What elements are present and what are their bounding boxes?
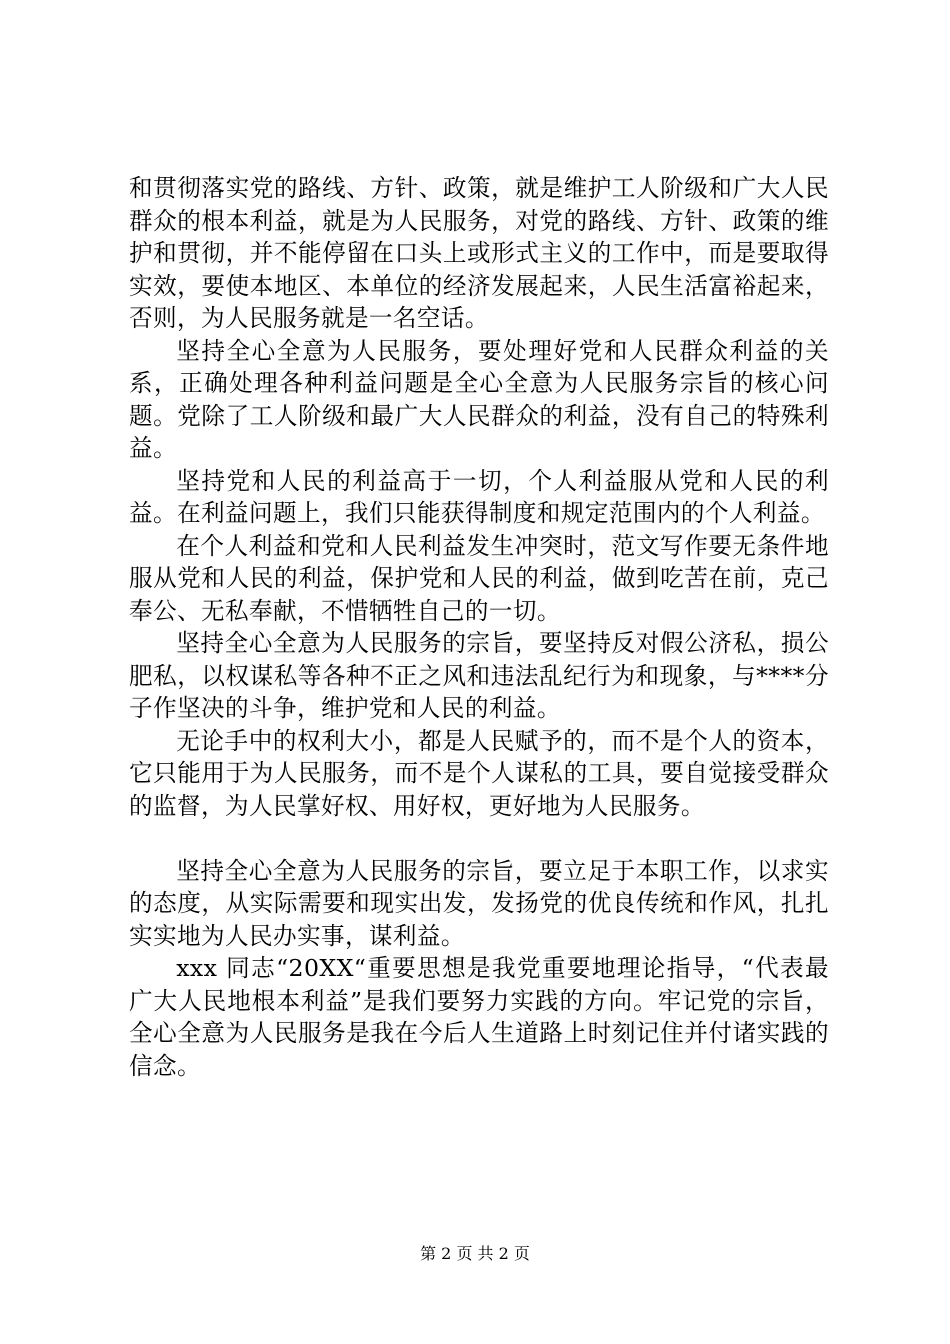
paragraph-3: 坚持党和人民的利益高于一切，个人利益服从党和人民的利益。在利益问题上，我们只能获得制度和规定范围内的个人利益。 <box>129 466 829 527</box>
paragraph-1: 和贯彻落实党的路线、方针、政策，就是维护工人阶级和广大人民群众的根本利益，就是为人民服务，对党的路线、方针、政策的维护和贯彻，并不能停留在口头上或形式主义的工作中，而是要取得实效，要使本地区、本单位的经济发展起来，人民生活富裕起来，否则，为人民服务就是一名空话。 <box>129 174 829 332</box>
paragraph-5: 坚持全心全意为人民服务的宗旨，要坚持反对假公济私，损公肥私，以权谋私等各种不正之风和违法乱纪行为和现象，与****分子作坚决的斗争，维护党和人民的利益。 <box>129 629 829 722</box>
paragraph-2: 坚持全心全意为人民服务，要处理好党和人民群众利益的关系，正确处理各种利益问题是全心全意为人民服务宗旨的核心问题。党除了工人阶级和最广大人民群众的利益，没有自己的特殊利益。 <box>129 336 829 462</box>
page-footer: 第 2 页 共 2 页 <box>420 1244 530 1263</box>
paragraph-4: 在个人利益和党和人民利益发生冲突时，范文写作要无条件地服从党和人民的利益，保护党和人民的利益，做到吃苦在前，克己奉公、无私奉献，不惜牺牲自己的一切。 <box>129 531 829 625</box>
paragraph-6: 无论手中的权利大小，都是人民赋予的，而不是个人的资本，它只能用于为人民服务，而不是个人谋私的工具，要自觉接受群众的监督，为人民掌好权、用好权，更好地为人民服务。 <box>129 726 829 820</box>
document-body <box>129 172 829 1082</box>
paragraph-7: 坚持全心全意为人民服务的宗旨，要立足于本职工作，以求实的态度，从实际需要和现实出发，发扬党的优良传统和作风，扎扎实实地为人民办实事，谋利益。 <box>129 856 829 950</box>
paragraph-8: xxx 同志“20XX“重要思想是我党重要地理论指导，“代表最广大人民地根本利益”是我们要努力实践的方向。牢记党的宗旨，全心全意为人民服务是我在今后人生道路上时刻记住并付诸实践的信念。 <box>129 954 829 1080</box>
